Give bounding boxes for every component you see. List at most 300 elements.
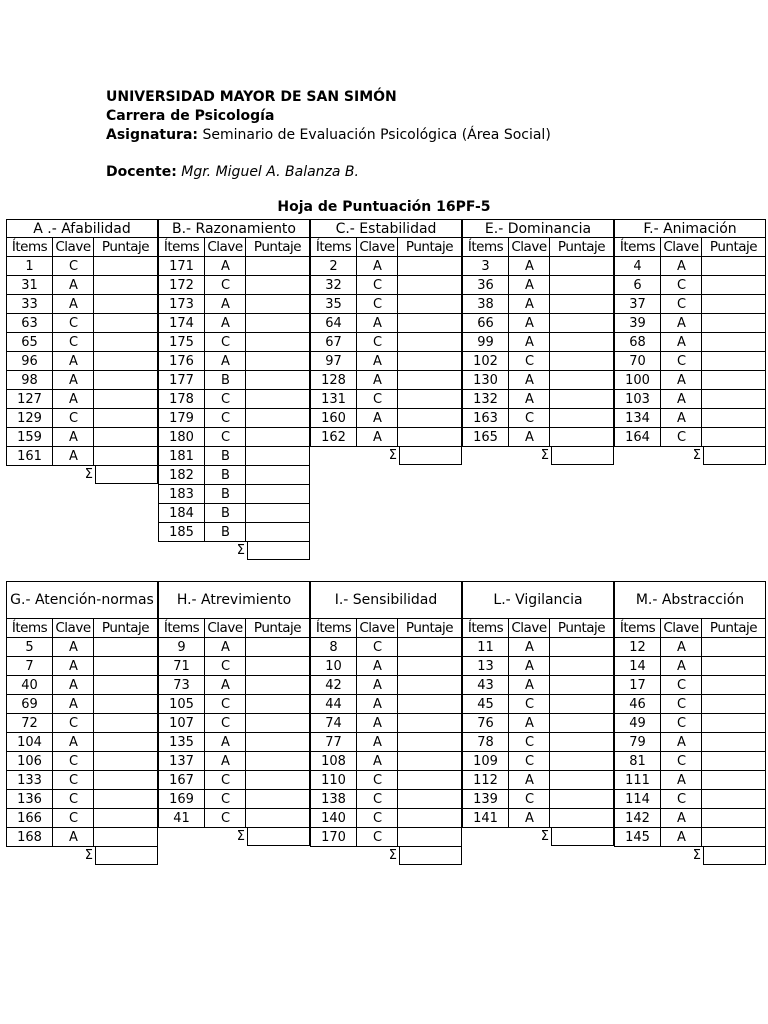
score-cell[interactable]	[549, 351, 614, 371]
score-cell[interactable]	[397, 427, 462, 447]
score-cell[interactable]	[93, 713, 158, 733]
score-cell[interactable]	[701, 389, 766, 409]
score-cell[interactable]	[245, 294, 310, 314]
answer-key-cell: C	[204, 656, 246, 676]
item-number-cell: 129	[6, 408, 53, 428]
table-row	[158, 371, 310, 390]
table-row	[158, 390, 310, 409]
answer-key-cell: C	[204, 808, 246, 828]
key-column-header: Clave	[204, 237, 246, 257]
score-cell[interactable]	[549, 637, 614, 657]
column-header-row	[6, 619, 158, 638]
score-cell[interactable]	[93, 751, 158, 771]
score-cell[interactable]	[397, 694, 462, 714]
score-cell[interactable]	[701, 427, 766, 447]
answer-key-cell: A	[204, 675, 246, 695]
sum-row	[158, 827, 310, 846]
item-number-cell: 38	[462, 294, 509, 314]
answer-key-cell: A	[508, 770, 550, 790]
score-cell[interactable]	[549, 294, 614, 314]
item-number-cell: 7	[6, 656, 53, 676]
items-column-header: Ítems	[310, 618, 357, 638]
score-cell[interactable]	[549, 275, 614, 295]
score-cell[interactable]	[245, 656, 310, 676]
score-cell[interactable]	[549, 389, 614, 409]
sum-total-cell[interactable]	[95, 465, 158, 484]
score-cell[interactable]	[93, 446, 158, 466]
answer-key-cell: A	[204, 732, 246, 752]
sum-row	[158, 541, 310, 560]
score-cell[interactable]	[245, 751, 310, 771]
score-cell[interactable]	[549, 332, 614, 352]
score-cell[interactable]	[701, 351, 766, 371]
score-cell[interactable]	[245, 503, 310, 523]
table-row	[310, 276, 462, 295]
sum-symbol: Σ	[236, 829, 245, 844]
table-row	[614, 771, 766, 790]
score-column-header: Puntaje	[397, 618, 462, 638]
score-cell[interactable]	[397, 275, 462, 295]
score-cell[interactable]	[549, 732, 614, 752]
item-number-cell: 103	[614, 389, 661, 409]
table-row	[462, 657, 614, 676]
sum-symbol: Σ	[84, 848, 93, 863]
score-cell[interactable]	[93, 675, 158, 695]
table-row	[158, 447, 310, 466]
score-cell[interactable]	[701, 751, 766, 771]
score-cell[interactable]	[93, 427, 158, 447]
table-row	[310, 352, 462, 371]
answer-key-cell: A	[660, 332, 702, 352]
table-row	[614, 676, 766, 695]
item-number-cell: 173	[158, 294, 205, 314]
score-cell[interactable]	[549, 675, 614, 695]
answer-key-cell: C	[52, 808, 94, 828]
teacher-label: Docente:	[106, 164, 177, 180]
table-row	[158, 809, 310, 828]
score-cell[interactable]	[245, 389, 310, 409]
score-cell[interactable]	[93, 808, 158, 828]
score-cell[interactable]	[701, 256, 766, 276]
item-number-cell: 134	[614, 408, 661, 428]
item-number-cell: 109	[462, 751, 509, 771]
score-cell[interactable]	[397, 656, 462, 676]
score-cell[interactable]	[93, 408, 158, 428]
table-row	[310, 676, 462, 695]
answer-key-cell: A	[52, 694, 94, 714]
table-row	[462, 695, 614, 714]
item-number-cell: 114	[614, 789, 661, 809]
score-cell[interactable]	[397, 332, 462, 352]
item-number-cell: 180	[158, 427, 205, 447]
item-number-cell: 160	[310, 408, 357, 428]
table-row	[158, 428, 310, 447]
item-number-cell: 73	[158, 675, 205, 695]
factor-title: B.- Razonamiento	[158, 219, 310, 238]
answer-key-cell: A	[508, 256, 550, 276]
table-row	[310, 295, 462, 314]
table-row	[462, 714, 614, 733]
item-number-cell: 98	[6, 370, 53, 390]
score-cell[interactable]	[245, 694, 310, 714]
table-row	[614, 657, 766, 676]
item-number-cell: 97	[310, 351, 357, 371]
item-number-cell: 72	[6, 713, 53, 733]
score-cell[interactable]	[397, 827, 462, 847]
teacher-value: Mgr. Miguel A. Balanza B.	[181, 164, 359, 180]
score-cell[interactable]	[93, 294, 158, 314]
score-cell[interactable]	[245, 370, 310, 390]
table-row	[462, 295, 614, 314]
sum-total-cell[interactable]	[551, 827, 614, 846]
score-cell[interactable]	[93, 256, 158, 276]
table-row	[6, 657, 158, 676]
table-row	[6, 295, 158, 314]
score-cell[interactable]	[701, 294, 766, 314]
answer-key-cell: A	[508, 675, 550, 695]
table-row	[462, 676, 614, 695]
score-cell[interactable]	[397, 789, 462, 809]
answer-key-cell: C	[204, 713, 246, 733]
factor-table-a-afabilidad	[6, 219, 158, 484]
score-cell[interactable]	[245, 789, 310, 809]
score-cell[interactable]	[397, 370, 462, 390]
item-number-cell: 49	[614, 713, 661, 733]
item-number-cell: 77	[310, 732, 357, 752]
score-cell[interactable]	[245, 351, 310, 371]
factor-table-e-dominancia	[462, 219, 614, 465]
answer-key-cell: C	[508, 694, 550, 714]
score-cell[interactable]	[245, 427, 310, 447]
item-number-cell: 141	[462, 808, 509, 828]
score-cell[interactable]	[549, 256, 614, 276]
score-cell[interactable]	[245, 675, 310, 695]
table-row	[310, 333, 462, 352]
sum-total-cell[interactable]	[95, 846, 158, 865]
item-number-cell: 1	[6, 256, 53, 276]
score-cell[interactable]	[93, 789, 158, 809]
table-row	[462, 809, 614, 828]
table-row	[462, 733, 614, 752]
table-row	[6, 695, 158, 714]
score-cell[interactable]	[397, 256, 462, 276]
item-number-cell: 169	[158, 789, 205, 809]
table-row	[614, 695, 766, 714]
score-cell[interactable]	[397, 808, 462, 828]
score-cell[interactable]	[93, 370, 158, 390]
answer-key-cell: B	[204, 370, 246, 390]
score-cell[interactable]	[245, 465, 310, 485]
item-number-cell: 44	[310, 694, 357, 714]
key-column-header: Clave	[356, 237, 398, 257]
score-cell[interactable]	[93, 637, 158, 657]
score-cell[interactable]	[245, 808, 310, 828]
answer-key-cell: C	[356, 789, 398, 809]
sum-row	[614, 446, 766, 465]
score-cell[interactable]	[701, 770, 766, 790]
answer-key-cell: A	[356, 408, 398, 428]
score-cell[interactable]	[549, 713, 614, 733]
table-row	[158, 714, 310, 733]
table-row	[310, 809, 462, 828]
score-cell[interactable]	[245, 770, 310, 790]
sum-symbol: Σ	[540, 829, 549, 844]
table-row	[614, 828, 766, 847]
table-row	[158, 276, 310, 295]
score-cell[interactable]	[701, 332, 766, 352]
answer-key-cell: C	[660, 789, 702, 809]
item-number-cell: 136	[6, 789, 53, 809]
score-cell[interactable]	[245, 637, 310, 657]
table-row	[6, 771, 158, 790]
item-number-cell: 108	[310, 751, 357, 771]
answer-key-cell: C	[204, 770, 246, 790]
score-cell[interactable]	[397, 637, 462, 657]
answer-key-cell: C	[52, 256, 94, 276]
score-cell[interactable]	[245, 408, 310, 428]
score-cell[interactable]	[397, 351, 462, 371]
item-number-cell: 99	[462, 332, 509, 352]
factor-title: M.- Abstracción	[614, 581, 766, 619]
factor-table-h-atrevimiento	[158, 581, 310, 846]
answer-key-cell: A	[356, 732, 398, 752]
subject-label: Asignatura:	[106, 127, 199, 143]
item-number-cell: 10	[310, 656, 357, 676]
factor-title: I.- Sensibilidad	[310, 581, 462, 619]
score-cell[interactable]	[397, 770, 462, 790]
answer-key-cell: A	[660, 770, 702, 790]
score-cell[interactable]	[701, 637, 766, 657]
score-cell[interactable]	[701, 408, 766, 428]
answer-key-cell: A	[660, 389, 702, 409]
factor-table-b-razonamiento	[158, 219, 310, 560]
table-row	[310, 771, 462, 790]
subject-line	[106, 126, 551, 145]
score-cell[interactable]	[701, 732, 766, 752]
answer-key-cell: C	[204, 789, 246, 809]
score-cell[interactable]	[701, 313, 766, 333]
items-column-header: Ítems	[158, 618, 205, 638]
answer-key-cell: A	[356, 313, 398, 333]
score-cell[interactable]	[245, 713, 310, 733]
answer-key-cell: C	[204, 694, 246, 714]
key-column-header: Clave	[660, 237, 702, 257]
document-header	[106, 88, 551, 182]
score-cell[interactable]	[549, 770, 614, 790]
score-cell[interactable]	[245, 256, 310, 276]
sum-symbol: Σ	[388, 448, 397, 463]
score-cell[interactable]	[549, 370, 614, 390]
sum-row	[6, 846, 158, 865]
table-row	[158, 657, 310, 676]
item-number-cell: 78	[462, 732, 509, 752]
item-number-cell: 161	[6, 446, 53, 466]
answer-key-cell: A	[508, 637, 550, 657]
table-row	[6, 352, 158, 371]
item-number-cell: 168	[6, 827, 53, 847]
sum-total-cell[interactable]	[703, 846, 766, 865]
score-cell[interactable]	[245, 313, 310, 333]
answer-key-cell: C	[356, 637, 398, 657]
sum-total-cell[interactable]	[399, 446, 462, 465]
answer-key-cell: A	[52, 675, 94, 695]
score-cell[interactable]	[397, 751, 462, 771]
answer-key-cell: A	[660, 408, 702, 428]
sum-total-cell[interactable]	[399, 846, 462, 865]
answer-key-cell: A	[52, 732, 94, 752]
answer-key-cell: A	[356, 427, 398, 447]
score-cell[interactable]	[245, 522, 310, 542]
score-cell[interactable]	[93, 351, 158, 371]
column-header-row	[310, 619, 462, 638]
answer-key-cell: A	[508, 656, 550, 676]
score-cell[interactable]	[701, 675, 766, 695]
item-number-cell: 35	[310, 294, 357, 314]
score-cell[interactable]	[397, 389, 462, 409]
answer-key-cell: A	[52, 370, 94, 390]
score-cell[interactable]	[245, 732, 310, 752]
score-cell[interactable]	[93, 694, 158, 714]
score-cell[interactable]	[701, 808, 766, 828]
items-column-header: Ítems	[310, 237, 357, 257]
item-number-cell: 45	[462, 694, 509, 714]
score-cell[interactable]	[93, 827, 158, 847]
item-number-cell: 135	[158, 732, 205, 752]
item-number-cell: 17	[614, 675, 661, 695]
item-number-cell: 177	[158, 370, 205, 390]
score-cell[interactable]	[93, 656, 158, 676]
score-cell[interactable]	[93, 332, 158, 352]
score-cell[interactable]	[397, 713, 462, 733]
score-cell[interactable]	[397, 294, 462, 314]
score-cell[interactable]	[549, 313, 614, 333]
item-number-cell: 79	[614, 732, 661, 752]
answer-key-cell: C	[52, 770, 94, 790]
table-row	[614, 733, 766, 752]
score-cell[interactable]	[701, 656, 766, 676]
item-number-cell: 166	[6, 808, 53, 828]
table-row	[158, 314, 310, 333]
key-column-header: Clave	[52, 237, 94, 257]
score-cell[interactable]	[549, 808, 614, 828]
item-number-cell: 6	[614, 275, 661, 295]
table-row	[310, 638, 462, 657]
factor-title: F.- Animación	[614, 219, 766, 238]
answer-key-cell: A	[204, 751, 246, 771]
answer-key-cell: C	[52, 313, 94, 333]
score-cell[interactable]	[397, 675, 462, 695]
answer-key-cell: C	[660, 675, 702, 695]
score-cell[interactable]	[549, 656, 614, 676]
score-cell[interactable]	[93, 732, 158, 752]
table-row	[614, 257, 766, 276]
item-number-cell: 181	[158, 446, 205, 466]
score-cell[interactable]	[701, 789, 766, 809]
answer-key-cell: C	[52, 713, 94, 733]
table-row	[6, 733, 158, 752]
table-row	[6, 428, 158, 447]
table-row	[6, 638, 158, 657]
table-row	[310, 752, 462, 771]
score-cell[interactable]	[245, 332, 310, 352]
key-column-header: Clave	[660, 618, 702, 638]
item-number-cell: 5	[6, 637, 53, 657]
answer-key-cell: A	[508, 389, 550, 409]
score-cell[interactable]	[701, 827, 766, 847]
table-row	[6, 257, 158, 276]
table-row	[6, 276, 158, 295]
answer-key-cell: A	[52, 637, 94, 657]
score-column-header: Puntaje	[549, 618, 614, 638]
score-cell[interactable]	[245, 484, 310, 504]
score-cell[interactable]	[397, 408, 462, 428]
item-number-cell: 182	[158, 465, 205, 485]
score-cell[interactable]	[93, 313, 158, 333]
score-cell[interactable]	[397, 732, 462, 752]
sum-total-cell[interactable]	[247, 827, 310, 846]
factor-title: E.- Dominancia	[462, 219, 614, 238]
table-row	[6, 676, 158, 695]
table-row	[614, 714, 766, 733]
score-cell[interactable]	[701, 370, 766, 390]
table-row	[310, 390, 462, 409]
score-cell[interactable]	[549, 427, 614, 447]
sum-row	[310, 846, 462, 865]
answer-key-cell: A	[660, 313, 702, 333]
table-row	[614, 428, 766, 447]
key-column-header: Clave	[508, 618, 550, 638]
table-row	[6, 714, 158, 733]
table-row	[462, 771, 614, 790]
score-cell[interactable]	[245, 275, 310, 295]
score-cell[interactable]	[549, 751, 614, 771]
score-cell[interactable]	[549, 408, 614, 428]
answer-key-cell: A	[52, 389, 94, 409]
score-cell[interactable]	[549, 694, 614, 714]
score-cell[interactable]	[93, 275, 158, 295]
answer-key-cell: C	[204, 408, 246, 428]
table-row	[310, 828, 462, 847]
answer-key-cell: C	[356, 827, 398, 847]
answer-key-cell: A	[660, 637, 702, 657]
score-cell[interactable]	[93, 770, 158, 790]
table-row	[6, 752, 158, 771]
score-cell[interactable]	[397, 313, 462, 333]
item-number-cell: 8	[310, 637, 357, 657]
item-number-cell: 176	[158, 351, 205, 371]
answer-key-cell: A	[660, 827, 702, 847]
score-cell[interactable]	[701, 275, 766, 295]
table-row	[462, 390, 614, 409]
score-cell[interactable]	[701, 694, 766, 714]
answer-key-cell: A	[660, 732, 702, 752]
score-cell[interactable]	[93, 389, 158, 409]
score-cell[interactable]	[701, 713, 766, 733]
factor-table-m-abstraccion	[614, 581, 766, 865]
sum-total-cell[interactable]	[551, 446, 614, 465]
career-name: Carrera de Psicología	[106, 108, 275, 124]
answer-key-cell: A	[204, 256, 246, 276]
factor-table-g-atencion-normas	[6, 581, 158, 865]
sheet-title: Hoja de Puntuación 16PF-5	[277, 199, 491, 215]
item-number-cell: 165	[462, 427, 509, 447]
table-row	[462, 638, 614, 657]
sum-total-cell[interactable]	[703, 446, 766, 465]
score-cell[interactable]	[245, 446, 310, 466]
score-cell[interactable]	[549, 789, 614, 809]
sum-total-cell[interactable]	[247, 541, 310, 560]
factor-table-c-estabilidad	[310, 219, 462, 465]
